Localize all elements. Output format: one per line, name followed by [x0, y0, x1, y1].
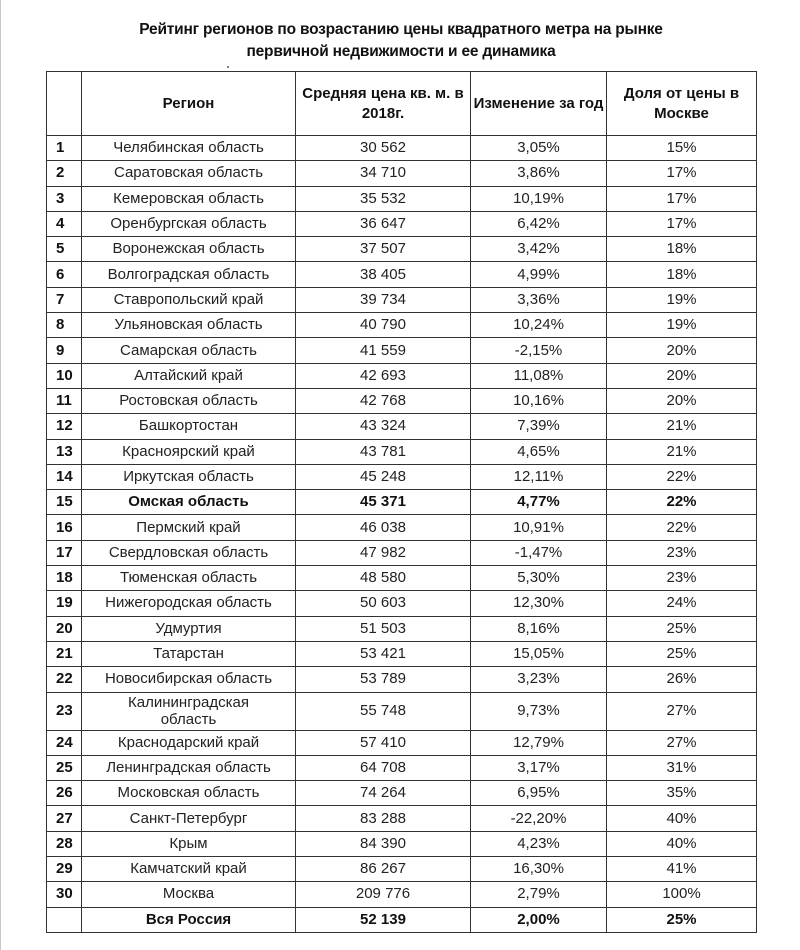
table-header-row	[47, 72, 757, 136]
row-change: 6,95%	[471, 781, 607, 806]
total-num	[47, 907, 82, 932]
row-num: 6	[47, 262, 82, 287]
row-region: Красноярский край	[82, 439, 296, 464]
row-region: Воронежская область	[82, 237, 296, 262]
row-change: 3,05%	[471, 136, 607, 161]
row-price: 64 708	[296, 755, 471, 780]
table-row	[47, 781, 757, 806]
row-share: 22%	[607, 490, 757, 515]
table-row	[47, 464, 757, 489]
row-num: 17	[47, 540, 82, 565]
row-price: 55 748	[296, 692, 471, 730]
row-region: Калининградская область	[82, 692, 296, 730]
row-price: 36 647	[296, 211, 471, 236]
row-num: 11	[47, 388, 82, 413]
row-num: 12	[47, 414, 82, 439]
row-num: 30	[47, 882, 82, 907]
rating-table	[46, 71, 757, 933]
row-num: 10	[47, 363, 82, 388]
row-region: Саратовская область	[82, 161, 296, 186]
row-price: 209 776	[296, 882, 471, 907]
row-share: 22%	[607, 464, 757, 489]
row-change: 3,42%	[471, 237, 607, 262]
row-num: 16	[47, 515, 82, 540]
row-region: Самарская область	[82, 338, 296, 363]
row-share: 19%	[607, 313, 757, 338]
row-share: 40%	[607, 806, 757, 831]
row-price: 43 781	[296, 439, 471, 464]
row-change: 2,79%	[471, 882, 607, 907]
row-share: 23%	[607, 540, 757, 565]
document-title	[1, 19, 800, 63]
row-price: 84 390	[296, 831, 471, 856]
row-change: 16,30%	[471, 857, 607, 882]
row-num: 28	[47, 831, 82, 856]
row-price: 48 580	[296, 566, 471, 591]
row-region: Камчатский край	[82, 857, 296, 882]
row-num: 19	[47, 591, 82, 616]
row-price: 74 264	[296, 781, 471, 806]
row-region: Татарстан	[82, 641, 296, 666]
row-num: 1	[47, 136, 82, 161]
row-price: 86 267	[296, 857, 471, 882]
title-line-1: Рейтинг регионов по возрастанию цены квадратного метра на рынке	[139, 21, 663, 38]
row-region: Ленинградская область	[82, 755, 296, 780]
row-change: 4,65%	[471, 439, 607, 464]
row-num: 15	[47, 490, 82, 515]
row-share: 27%	[607, 692, 757, 730]
row-share: 25%	[607, 616, 757, 641]
row-price: 30 562	[296, 136, 471, 161]
table-row	[47, 641, 757, 666]
row-share: 15%	[607, 136, 757, 161]
row-region: Ульяновская область	[82, 313, 296, 338]
row-price: 40 790	[296, 313, 471, 338]
row-num: 14	[47, 464, 82, 489]
row-share: 22%	[607, 515, 757, 540]
row-change: 4,77%	[471, 490, 607, 515]
row-region: Ростовская область	[82, 388, 296, 413]
row-price: 46 038	[296, 515, 471, 540]
row-region: Алтайский край	[82, 363, 296, 388]
row-change: -1,47%	[471, 540, 607, 565]
row-region: Тюменская область	[82, 566, 296, 591]
row-change: 4,23%	[471, 831, 607, 856]
table-row	[47, 755, 757, 780]
row-num: 3	[47, 186, 82, 211]
table-row	[47, 262, 757, 287]
table-row	[47, 186, 757, 211]
row-change: 3,17%	[471, 755, 607, 780]
table-row	[47, 591, 757, 616]
header-change: Изменение за год	[471, 72, 607, 136]
stray-dot	[227, 66, 229, 68]
row-price: 47 982	[296, 540, 471, 565]
row-share: 24%	[607, 591, 757, 616]
table-row	[47, 806, 757, 831]
table-row	[47, 692, 757, 730]
total-region: Вся Россия	[82, 907, 296, 932]
table-row	[47, 857, 757, 882]
row-change: 3,86%	[471, 161, 607, 186]
row-price: 41 559	[296, 338, 471, 363]
row-region: Волгоградская область	[82, 262, 296, 287]
row-num: 18	[47, 566, 82, 591]
title-line-2: первичной недвижимости и ее динамика	[246, 43, 556, 60]
row-share: 40%	[607, 831, 757, 856]
row-change: 4,99%	[471, 262, 607, 287]
table-row	[47, 439, 757, 464]
row-num: 21	[47, 641, 82, 666]
row-region: Ставропольский край	[82, 287, 296, 312]
row-share: 31%	[607, 755, 757, 780]
table-row	[47, 882, 757, 907]
row-region: Пермский край	[82, 515, 296, 540]
table-row	[47, 730, 757, 755]
row-share: 19%	[607, 287, 757, 312]
row-price: 42 768	[296, 388, 471, 413]
total-change: 2,00%	[471, 907, 607, 932]
row-change: 15,05%	[471, 641, 607, 666]
row-price: 45 371	[296, 490, 471, 515]
row-change: 12,79%	[471, 730, 607, 755]
row-change: 7,39%	[471, 414, 607, 439]
row-share: 20%	[607, 338, 757, 363]
table-total-row	[47, 907, 757, 932]
table-row	[47, 136, 757, 161]
row-num: 8	[47, 313, 82, 338]
row-change: 10,91%	[471, 515, 607, 540]
row-share: 21%	[607, 414, 757, 439]
table-row	[47, 161, 757, 186]
table-row	[47, 388, 757, 413]
row-share: 17%	[607, 211, 757, 236]
row-price: 50 603	[296, 591, 471, 616]
row-num: 7	[47, 287, 82, 312]
row-share: 20%	[607, 388, 757, 413]
table-row	[47, 287, 757, 312]
row-region: Москва	[82, 882, 296, 907]
table-row	[47, 831, 757, 856]
row-region: Санкт-Петербург	[82, 806, 296, 831]
row-price: 35 532	[296, 186, 471, 211]
row-change: 6,42%	[471, 211, 607, 236]
table-row-highlighted	[47, 490, 757, 515]
table-row	[47, 667, 757, 692]
table-row	[47, 515, 757, 540]
table-row	[47, 616, 757, 641]
row-share: 26%	[607, 667, 757, 692]
row-price: 51 503	[296, 616, 471, 641]
row-region: Крым	[82, 831, 296, 856]
header-num	[47, 72, 82, 136]
row-num: 25	[47, 755, 82, 780]
row-num: 5	[47, 237, 82, 262]
row-num: 22	[47, 667, 82, 692]
row-change: -2,15%	[471, 338, 607, 363]
row-region: Московская область	[82, 781, 296, 806]
row-change: 11,08%	[471, 363, 607, 388]
table-row	[47, 313, 757, 338]
row-num: 4	[47, 211, 82, 236]
row-region: Омская область	[82, 490, 296, 515]
row-share: 18%	[607, 237, 757, 262]
row-region: Свердловская область	[82, 540, 296, 565]
total-share: 25%	[607, 907, 757, 932]
row-share: 100%	[607, 882, 757, 907]
table-row	[47, 566, 757, 591]
row-num: 2	[47, 161, 82, 186]
header-share: Доля от цены в Москве	[607, 72, 757, 136]
table-row	[47, 540, 757, 565]
row-num: 24	[47, 730, 82, 755]
row-region: Челябинская область	[82, 136, 296, 161]
row-num: 26	[47, 781, 82, 806]
row-price: 57 410	[296, 730, 471, 755]
table-body	[47, 136, 757, 933]
row-region: Кемеровская область	[82, 186, 296, 211]
header-region: Регион	[82, 72, 296, 136]
table-row	[47, 363, 757, 388]
row-region: Оренбургская область	[82, 211, 296, 236]
row-share: 20%	[607, 363, 757, 388]
row-share: 17%	[607, 161, 757, 186]
row-price: 45 248	[296, 464, 471, 489]
row-num: 20	[47, 616, 82, 641]
header-price: Средняя цена кв. м. в 2018г.	[296, 72, 471, 136]
row-price: 38 405	[296, 262, 471, 287]
row-num: 23	[47, 692, 82, 730]
row-num: 9	[47, 338, 82, 363]
row-price: 39 734	[296, 287, 471, 312]
row-change: 10,24%	[471, 313, 607, 338]
row-region: Нижегородская область	[82, 591, 296, 616]
row-share: 23%	[607, 566, 757, 591]
row-share: 27%	[607, 730, 757, 755]
row-num: 27	[47, 806, 82, 831]
row-change: 12,11%	[471, 464, 607, 489]
row-region: Новосибирская область	[82, 667, 296, 692]
row-share: 35%	[607, 781, 757, 806]
row-price: 37 507	[296, 237, 471, 262]
total-price: 52 139	[296, 907, 471, 932]
row-change: 9,73%	[471, 692, 607, 730]
table-row	[47, 237, 757, 262]
row-change: 8,16%	[471, 616, 607, 641]
row-change: 10,19%	[471, 186, 607, 211]
row-price: 34 710	[296, 161, 471, 186]
row-change: 10,16%	[471, 388, 607, 413]
row-region: Иркутская область	[82, 464, 296, 489]
row-share: 18%	[607, 262, 757, 287]
row-share: 25%	[607, 641, 757, 666]
row-share: 21%	[607, 439, 757, 464]
row-change: -22,20%	[471, 806, 607, 831]
row-num: 13	[47, 439, 82, 464]
row-share: 41%	[607, 857, 757, 882]
table-row	[47, 211, 757, 236]
row-region: Удмуртия	[82, 616, 296, 641]
row-region: Краснодарский край	[82, 730, 296, 755]
row-change: 12,30%	[471, 591, 607, 616]
table-row	[47, 338, 757, 363]
row-price: 53 421	[296, 641, 471, 666]
row-price: 43 324	[296, 414, 471, 439]
row-change: 3,36%	[471, 287, 607, 312]
row-price: 83 288	[296, 806, 471, 831]
row-change: 3,23%	[471, 667, 607, 692]
row-num: 29	[47, 857, 82, 882]
row-region: Башкортостан	[82, 414, 296, 439]
table-row	[47, 414, 757, 439]
row-price: 42 693	[296, 363, 471, 388]
row-change: 5,30%	[471, 566, 607, 591]
row-share: 17%	[607, 186, 757, 211]
row-price: 53 789	[296, 667, 471, 692]
